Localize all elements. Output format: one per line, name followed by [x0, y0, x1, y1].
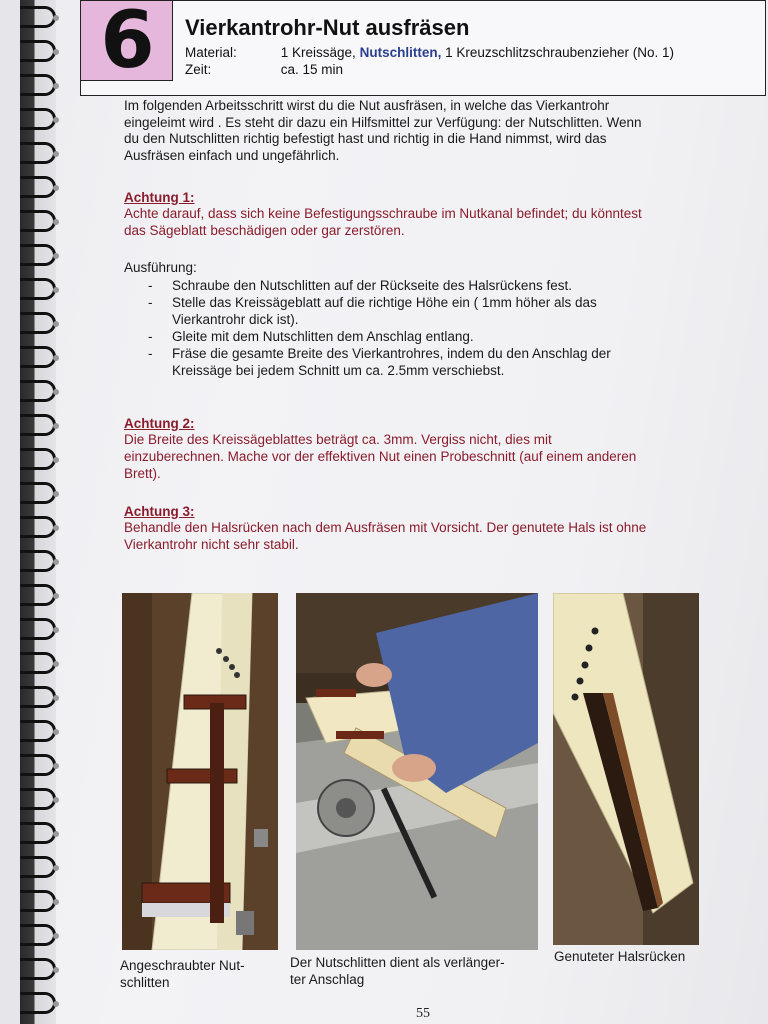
spiral-binding: [20, 0, 56, 1024]
material-prefix: 1 Kreissäge,: [280, 45, 356, 60]
caption-line: Angeschraubter Nut-: [120, 958, 245, 973]
warning-line: Brett).: [124, 466, 161, 481]
time-label: Zeit:: [185, 62, 212, 77]
execution-section: [124, 259, 724, 379]
time-value: ca. 15 min: [280, 62, 344, 77]
binding-ring: [20, 210, 56, 232]
material-row: [185, 45, 674, 60]
photo-caption: [290, 954, 540, 988]
material-suffix: 1 Kreuzschlitzschraubenzieher (No. 1): [445, 45, 674, 60]
warning-2: [124, 416, 744, 482]
binding-ring: [20, 278, 56, 300]
binding-ring: [20, 822, 56, 844]
binding-ring: [20, 856, 56, 878]
binding-ring: [20, 890, 56, 912]
binding-ring: [20, 958, 56, 980]
binding-ring: [20, 40, 56, 62]
photo-screwed-sled: [122, 593, 278, 950]
warning-1: [124, 190, 744, 239]
list-item-line: - Gleite mit dem Nutschlitten dem Anschlag entlang.: [172, 329, 474, 344]
warning-line: Vierkantrohr nicht sehr stabil.: [124, 537, 299, 552]
binding-ring: [20, 74, 56, 96]
binding-ring: [20, 346, 56, 368]
photo-grooved-neck: [553, 593, 699, 945]
warning-line: Achte darauf, dass sich keine Befestigungsschraube im Nutkanal befindet; du könntest: [124, 206, 642, 221]
photo-caption: [554, 948, 714, 965]
material-label: Material:: [185, 45, 237, 60]
binding-ring: [20, 482, 56, 504]
list-item-line: Kreissäge bei jedem Schnitt um ca. 2.5mm verschiebst.: [172, 363, 505, 378]
binding-ring: [20, 448, 56, 470]
binding-ring: [20, 618, 56, 640]
warning-heading: Achtung 3:: [124, 504, 195, 519]
binding-ring: [20, 754, 56, 776]
warning-3: [124, 504, 744, 553]
step-number: 6: [100, 0, 153, 86]
binding-ring: [20, 108, 56, 130]
photo-sled-fence: [296, 593, 538, 950]
material-highlight: Nutschlitten,: [359, 45, 442, 60]
warning-line: Behandle den Halsrücken nach dem Ausfräsen mit Vorsicht. Der genutete Hals ist ohne: [124, 520, 647, 535]
warning-heading: Achtung 1:: [124, 190, 195, 205]
caption-line: ter Anschlag: [290, 972, 365, 987]
list-item: [124, 294, 724, 328]
binding-ring: [20, 414, 56, 436]
execution-list: [124, 277, 724, 379]
page-number: 55: [416, 1006, 430, 1021]
intro-line: Im folgenden Arbeitsschritt wirst du die Nut ausfräsen, in welche das Vierkantrohr: [124, 98, 610, 113]
warning-line: das Sägeblatt beschädigen oder gar zerstören.: [124, 223, 405, 238]
warning-line: einzuberechnen. Mache vor der effektiven Nut einen Probeschnitt (auf einem anderen: [124, 449, 637, 464]
table-saw-illustration: [296, 593, 538, 950]
binding-ring: [20, 584, 56, 606]
binding-ring: [20, 244, 56, 266]
binding-ring: [20, 992, 56, 1014]
intro-line: Ausfräsen einfach und ungefährlich.: [124, 147, 340, 163]
list-item-line: - Schraube den Nutschlitten auf der Rückseite des Halsrückens fest.: [172, 278, 572, 293]
list-item-line: - Stelle das Kreissägeblatt auf die richtige Höhe ein ( 1mm höher als das: [172, 295, 597, 310]
binding-ring: [20, 142, 56, 164]
binding-ring: [20, 176, 56, 198]
caption-line: Der Nutschlitten dient als verlänger-: [290, 955, 505, 970]
binding-ring: [20, 686, 56, 708]
binding-ring: [20, 312, 56, 334]
list-item: [124, 328, 724, 345]
step-number-box: [81, 0, 173, 86]
binding-ring: [20, 380, 56, 402]
binding-ring: [20, 720, 56, 742]
list-item: [124, 277, 724, 294]
warning-line: Die Breite des Kreissägeblattes beträgt ca. 3mm. Vergiss nicht, dies mit: [124, 432, 552, 447]
binding-ring: [20, 6, 56, 28]
intro-line: du den Nutschlitten richtig befestigt hast und richtig in die Hand nimmst, wird das: [124, 131, 607, 146]
intro-paragraph: [124, 98, 744, 164]
caption-line: Genuteter Halsrücken: [554, 949, 686, 964]
photo-caption: [120, 957, 280, 991]
list-item-line: - Fräse die gesamte Breite des Vierkantrohres, indem du den Anschlag der: [172, 346, 611, 361]
step-header: [80, 0, 766, 96]
list-item-line: Vierkantrohr dick ist).: [172, 312, 299, 327]
execution-label: Ausführung:: [124, 260, 197, 275]
binding-ring: [20, 516, 56, 538]
grooved-neck-illustration: [553, 593, 699, 945]
time-row: [185, 62, 343, 77]
page-title: Vierkantrohr-Nut ausfräsen: [185, 15, 470, 40]
caption-line: schlitten: [120, 975, 170, 990]
binding-ring: [20, 788, 56, 810]
document-page: [20, 0, 768, 1024]
warning-heading: Achtung 2:: [124, 416, 195, 431]
binding-ring: [20, 652, 56, 674]
sled-illustration: [122, 593, 278, 950]
intro-line: eingeleimt wird . Es steht dir dazu ein Hilfsmittel zur Verfügung: der Nutschlitten. Wenn: [124, 114, 642, 130]
list-item: [124, 345, 724, 379]
binding-ring: [20, 550, 56, 572]
binding-ring: [20, 924, 56, 946]
